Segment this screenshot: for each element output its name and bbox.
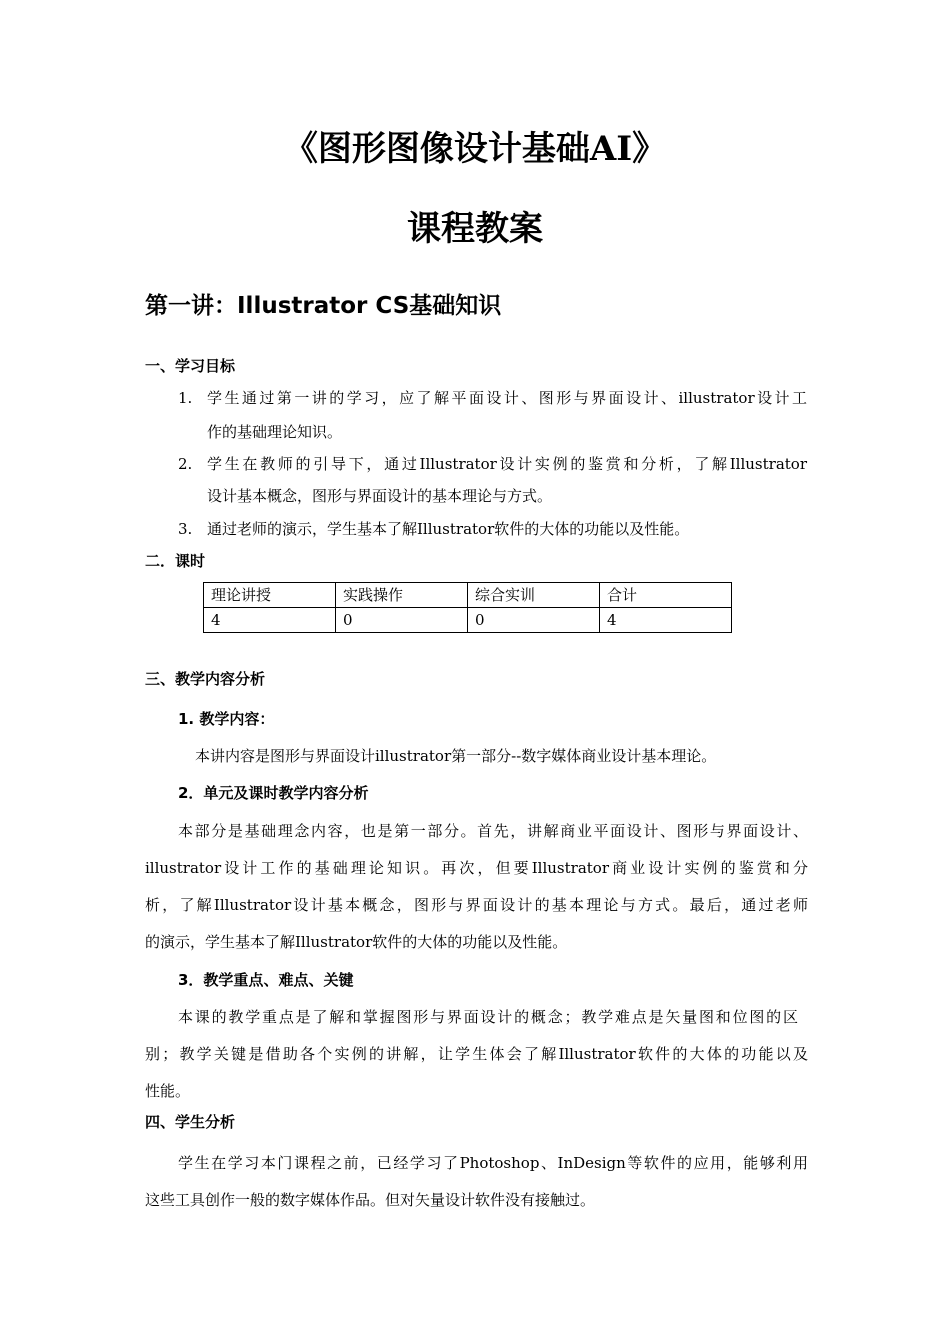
table-cell: 0 <box>468 608 600 633</box>
list-item-text: 设计基本概念，图形与界面设计的基本理论与方式。 <box>207 487 553 505</box>
section-heading-content-analysis: 三、教学内容分析 <box>145 670 266 688</box>
paragraph-line: 本部分是基础理念内容，也是第一部分。首先，讲解商业平面设计、图形与界面设计、 <box>178 822 808 840</box>
table-header-cell: 综合实训 <box>468 583 600 608</box>
subheading-content: 1. 教学内容： <box>178 710 275 728</box>
list-item-text: 通过老师的演示，学生基本了解Illustrator软件的大体的功能以及性能。 <box>207 520 690 538</box>
list-item-text: 学生在教师的引导下，通过Illustrator设计实例的鉴赏和分析，了解Illustrator <box>207 455 807 473</box>
table-header-cell: 理论讲授 <box>204 583 336 608</box>
table-row <box>204 608 732 633</box>
document-title: 《图形图像设计基础AI》 <box>283 129 667 169</box>
section-heading-student-analysis: 四、学生分析 <box>145 1113 236 1131</box>
paragraph-line: 析，了解Illustrator设计基本概念，图形与界面设计的基本理论与方式。最后，通过老师 <box>145 896 808 914</box>
paragraph-line: 的演示，学生基本了解Illustrator软件的大体的功能以及性能。 <box>145 933 568 951</box>
subheading-key-points: 3．教学重点、难点、关键 <box>178 971 354 989</box>
lecture-heading: 第一讲：Illustrator CS基础知识 <box>145 293 502 319</box>
table-header-cell: 合计 <box>600 583 732 608</box>
paragraph-line: 别；教学关键是借助各个实例的讲解，让学生体会了解Illustrator软件的大体的功能以及 <box>145 1045 808 1063</box>
list-item-text: 学生通过第一讲的学习，应了解平面设计、图形与界面设计、illustrator设计工 <box>207 389 807 407</box>
table-cell: 0 <box>336 608 468 633</box>
section-heading-hours: 二．课时 <box>145 552 206 570</box>
list-number: 3. <box>178 520 193 538</box>
table-header-row <box>204 583 732 608</box>
paragraph-line: 本讲内容是图形与界面设计illustrator第一部分--数字媒体商业设计基本理论。 <box>195 747 717 765</box>
table-cell: 4 <box>600 608 732 633</box>
paragraph-line: 本课的教学重点是了解和掌握图形与界面设计的概念；教学难点是矢量图和位图的区 <box>178 1008 798 1026</box>
section-heading-objectives: 一、学习目标 <box>145 357 236 375</box>
paragraph-line: 学生在学习本门课程之前，已经学习了Photoshop、InDesign等软件的应用，能够利用 <box>178 1154 808 1172</box>
paragraph-line: 这些工具创作一般的数字媒体作品。但对矢量设计软件没有接触过。 <box>145 1191 596 1209</box>
subheading-unit-analysis: 2．单元及课时教学内容分析 <box>178 784 369 802</box>
paragraph-line: illustrator设计工作的基础理论知识。再次，但要Illustrator商业设计实例的鉴赏和分 <box>145 859 808 877</box>
list-number: 2. <box>178 455 193 473</box>
document-subtitle: 课程教案 <box>407 209 543 249</box>
paragraph-line: 性能。 <box>145 1082 191 1100</box>
table-header-cell: 实践操作 <box>336 583 468 608</box>
list-number: 1. <box>178 389 193 407</box>
table-cell: 4 <box>204 608 336 633</box>
list-item-text: 作的基础理论知识。 <box>207 423 343 441</box>
hours-table <box>203 582 732 633</box>
